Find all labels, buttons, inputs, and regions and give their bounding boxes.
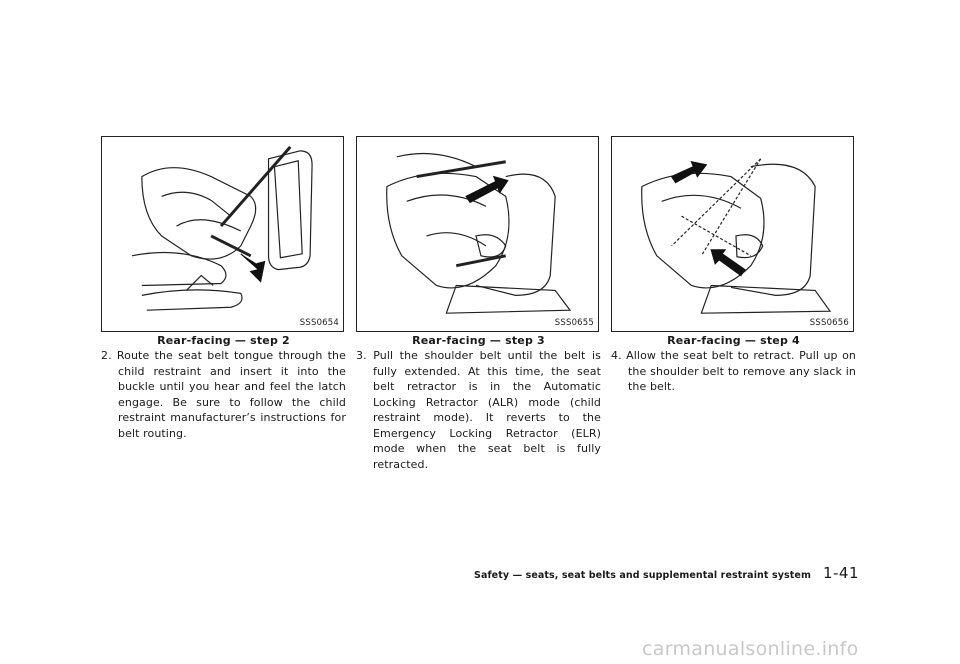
- figure-caption: Rear-facing — step 3: [412, 334, 545, 347]
- figure-code: SSS0656: [809, 318, 849, 328]
- column-step-2: [101, 136, 346, 441]
- figure-code: SSS0655: [554, 318, 594, 328]
- figure-caption: Rear-facing — step 4: [667, 334, 800, 347]
- column-step-4: [611, 136, 856, 395]
- step-text: 3. Pull the shoulder belt until the belt is fully extended. At this time, the seat belt retractor is in the Automatic Locking Retractor (ALR) mode (child restraint mode). It reverts to the Emergency Locking Retractor (ELR) mode when the seat belt is fully retracted.: [356, 349, 601, 471]
- page-footer: [474, 564, 859, 582]
- figure-step-2: [101, 136, 344, 332]
- figure-step-4: [611, 136, 854, 332]
- watermark: carmanualsonline.info: [642, 638, 859, 660]
- section-title: Safety — seats, seat belts and supplemental restraint system: [474, 570, 811, 581]
- figure-caption: Rear-facing — step 2: [157, 334, 290, 347]
- step-text: 4. Allow the seat belt to retract. Pull up on the shoulder belt to remove any slack in the belt.: [611, 349, 856, 393]
- figure-step-3: [356, 136, 599, 332]
- illustration-step-3: [357, 137, 598, 331]
- step-text: 2. Route the seat belt tongue through the child restraint and insert it into the buckle until you hear and feel the latch engage. Be sure to follow the child restraint manufacturer’s instructions for belt routing.: [101, 349, 346, 440]
- figure-code: SSS0654: [299, 318, 339, 328]
- illustration-step-4: [612, 137, 853, 331]
- column-step-3: [356, 136, 601, 472]
- page-number: 1-41: [822, 564, 859, 582]
- illustration-step-2: [102, 137, 343, 331]
